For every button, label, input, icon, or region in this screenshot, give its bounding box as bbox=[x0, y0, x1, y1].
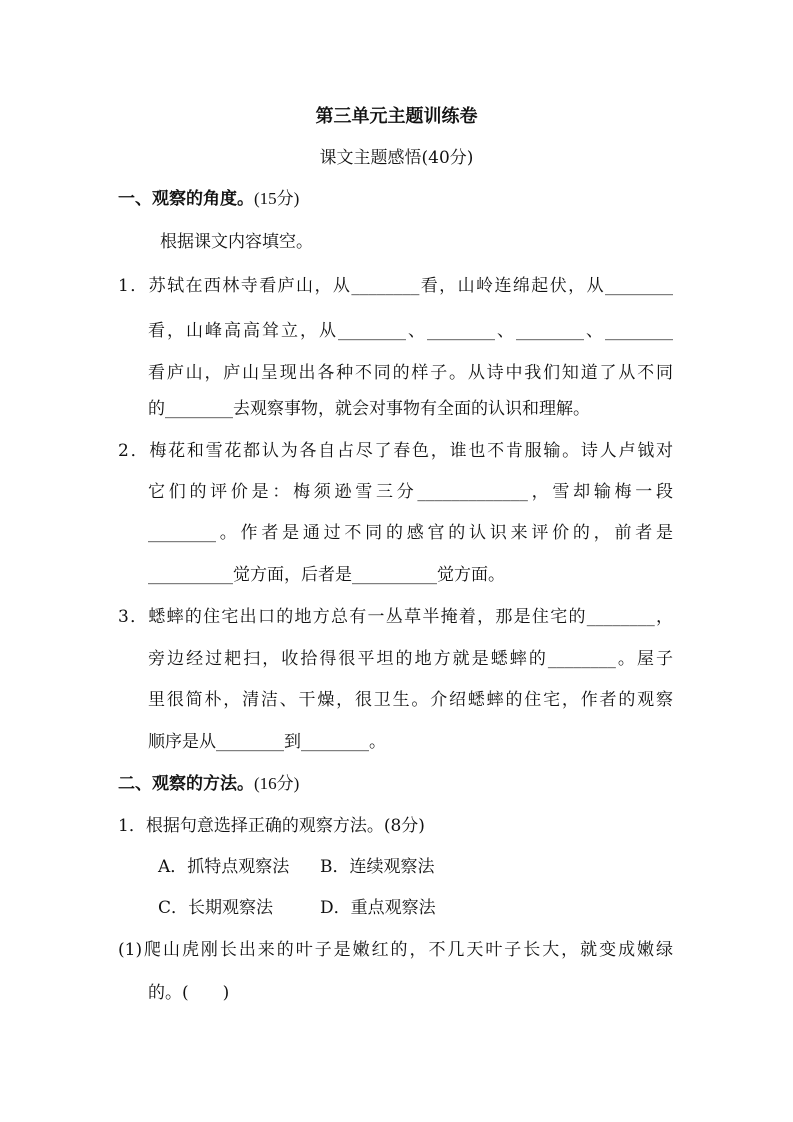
q2-line: 它们的评价是：梅须逊雪三分_____________，雪却输梅一段 bbox=[148, 482, 673, 502]
q1-line: 看庐山，庐山呈现出各种不同的样子。从诗中我们知道了从不同 bbox=[148, 363, 673, 383]
option-c: C．长期观察法 bbox=[158, 898, 274, 918]
option-a: A．抓特点观察法 bbox=[158, 857, 290, 877]
section1-heading: 一、观察的角度。(15分) bbox=[118, 189, 300, 209]
q1-line: 的________去观察事物，就会对事物有全面的认识和理解。 bbox=[148, 399, 590, 419]
page-title: 第三单元主题训练卷 bbox=[315, 106, 478, 127]
subtitle: 课文主题感悟(40分) bbox=[319, 148, 474, 168]
q2-line: ________。作者是通过不同的感官的认识来评价的，前者是 bbox=[148, 523, 673, 543]
q2-line: __________觉方面，后者是__________觉方面。 bbox=[148, 565, 505, 585]
item1-answer: 的。( ) bbox=[148, 983, 230, 1003]
q3-line: 3．蟋蟀的住宅出口的地方总有一丛草半掩着，那是住宅的________， bbox=[118, 607, 673, 627]
section2-heading: 二、观察的方法。(16分) bbox=[118, 774, 300, 794]
q3-line: 顺序是从________到________。 bbox=[148, 732, 386, 752]
q1-line: 看，山峰高高耸立，从________、________、________、________ bbox=[148, 321, 673, 341]
section2-q1: 1．根据句意选择正确的观察方法。(8分) bbox=[118, 816, 425, 836]
q3-line: 里很简朴，清洁、干燥，很卫生。介绍蟋蟀的住宅，作者的观察 bbox=[148, 690, 673, 710]
q1-line: 1．苏轼在西林寺看庐山，从________看，山岭连绵起伏，从________ bbox=[118, 276, 673, 296]
item1-line: (1)爬山虎刚长出来的叶子是嫩红的，不几天叶子长大，就变成嫩绿 bbox=[118, 940, 673, 960]
option-b: B．连续观察法 bbox=[320, 857, 435, 877]
section1-intro: 根据课文内容填空。 bbox=[160, 232, 313, 252]
option-d: D．重点观察法 bbox=[320, 898, 436, 918]
q3-line: 旁边经过耙扫，收拾得很平坦的地方就是蟋蟀的________。屋子 bbox=[148, 649, 673, 669]
q2-line: 2．梅花和雪花都认为各自占尽了春色，谁也不肯服输。诗人卢钺对 bbox=[118, 441, 673, 461]
